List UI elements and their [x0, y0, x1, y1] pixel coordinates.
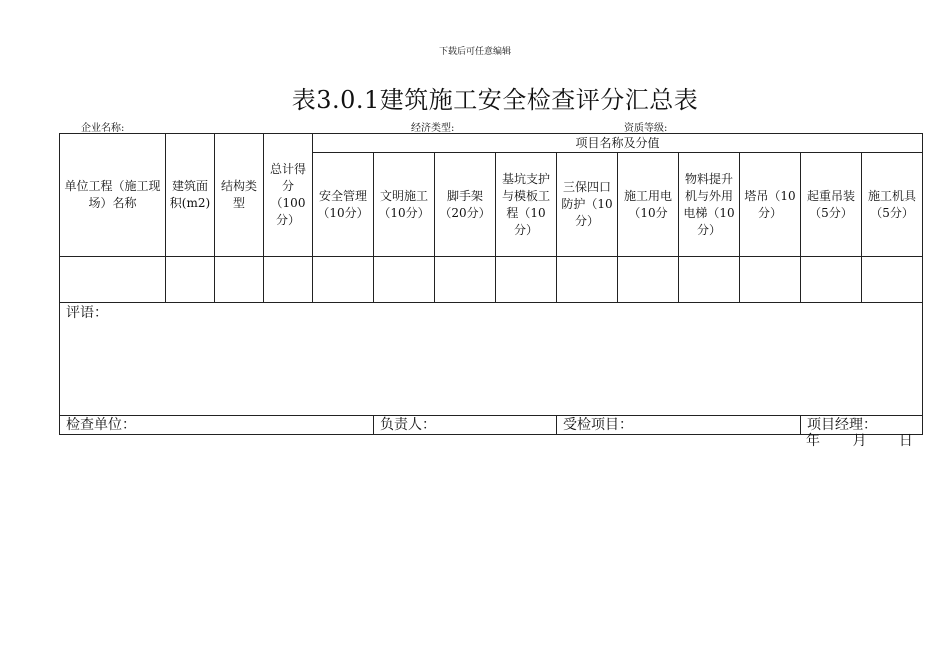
cell-score-safety-management[interactable]: [313, 257, 374, 303]
inspected-project-cell[interactable]: [557, 416, 801, 435]
cell-score-machinery[interactable]: [862, 257, 923, 303]
item-header-tower-crane: 塔吊（10分）: [740, 153, 801, 257]
item-header-lifting: 起重吊装（5分）: [801, 153, 862, 257]
table-row: [60, 257, 923, 303]
col-building-area-header: 建筑面积(m2): [166, 134, 215, 257]
cell-score-scaffold[interactable]: [435, 257, 496, 303]
responsible-person-label: 负责人：: [380, 416, 436, 433]
cell-score-civilized-construction[interactable]: [374, 257, 435, 303]
item-header-hoist-elevator: 物料提升机与外用电梯（10分）: [679, 153, 740, 257]
item-header-protection: 三保四口防护（10分）: [557, 153, 618, 257]
cell-score-protection[interactable]: [557, 257, 618, 303]
project-manager-label: 项目经理：: [807, 416, 877, 433]
date-month: 月: [852, 433, 867, 449]
col-project-name-header: 单位工程（施工现场）名称: [60, 134, 166, 257]
comments-row: [60, 303, 923, 416]
cell-project-name[interactable]: [60, 257, 166, 303]
cell-score-electricity[interactable]: [618, 257, 679, 303]
items-group-header: 项目名称及分值: [313, 134, 923, 153]
header-row-group: [60, 134, 923, 153]
item-header-electricity: 施工用电（10分: [618, 153, 679, 257]
summary-table: [59, 133, 923, 435]
item-header-machinery: 施工机具（5分）: [862, 153, 923, 257]
cell-building-area[interactable]: [166, 257, 215, 303]
page-title: 表3.0.1建筑施工安全检查评分汇总表: [291, 86, 699, 114]
cell-score-hoist-elevator[interactable]: [679, 257, 740, 303]
inspect-unit-cell[interactable]: [60, 416, 374, 435]
inspect-unit-label: 检查单位：: [66, 416, 136, 433]
date-day: 日: [898, 433, 913, 449]
comments-cell[interactable]: [60, 303, 923, 416]
col-total-score-header: 总计得分（100分）: [264, 134, 313, 257]
item-header-civilized-construction: 文明施工（10分）: [374, 153, 435, 257]
item-header-safety-management: 安全管理（10分）: [313, 153, 374, 257]
date-year: 年: [806, 433, 820, 449]
comments-label: 评语：: [66, 305, 108, 321]
cell-score-tower-crane[interactable]: [740, 257, 801, 303]
company-name-label: 企业名称:: [81, 123, 125, 134]
cell-score-lifting[interactable]: [801, 257, 862, 303]
inspected-project-label: 受检项目：: [563, 416, 633, 433]
responsible-person-cell[interactable]: [374, 416, 557, 435]
signature-row: [60, 416, 923, 435]
economic-type-label: 经济类型:: [411, 123, 455, 134]
header-note: 下载后可任意编辑: [438, 47, 511, 57]
date-line: [806, 430, 935, 450]
qualification-grade-label: 资质等级:: [624, 123, 668, 134]
item-header-scaffold: 脚手架（20分）: [435, 153, 496, 257]
cell-score-foundation-formwork[interactable]: [496, 257, 557, 303]
cell-structure-type[interactable]: [215, 257, 264, 303]
item-header-foundation-formwork: 基坑支护与模板工程（10分）: [496, 153, 557, 257]
cell-total-score[interactable]: [264, 257, 313, 303]
col-structure-type-header: 结构类型: [215, 134, 264, 257]
